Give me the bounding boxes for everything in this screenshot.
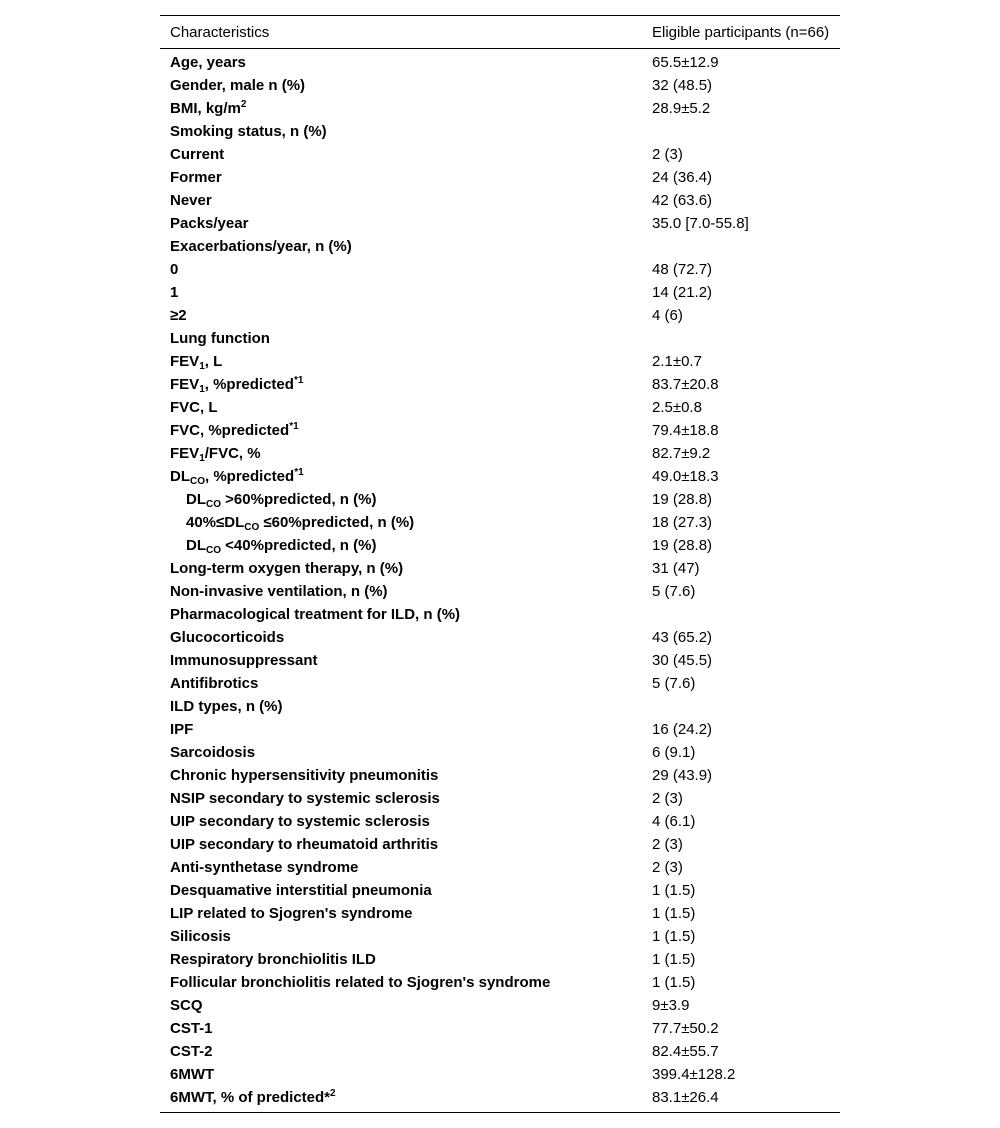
row-value: 2.1±0.7 [652, 353, 702, 370]
table-row [160, 971, 840, 994]
row-label-superscript: 2 [330, 1088, 336, 1099]
table-row [160, 373, 840, 396]
row-value [642, 120, 840, 143]
row-label [160, 672, 642, 695]
row-label-text-suffix: , %predicted [205, 468, 295, 485]
row-label-text: FEV [170, 376, 200, 393]
table-row [160, 120, 840, 143]
row-value: 5 (7.6) [652, 583, 696, 600]
row-label-text: Never [170, 192, 212, 209]
row-label-text: 1 [170, 284, 179, 301]
table-row [160, 327, 840, 350]
row-label [160, 258, 642, 281]
row-label [160, 235, 642, 258]
row-label-text-suffix: /FVC, % [204, 445, 261, 462]
row-value: 19 (28.8) [652, 537, 713, 554]
row-label-text: Anti-synthetase syndrome [170, 859, 359, 876]
row-label-text: 6MWT, % of predicted* [170, 1089, 331, 1106]
table-row [160, 948, 840, 971]
table-row [160, 511, 840, 534]
row-label [160, 373, 642, 396]
row-label [160, 787, 642, 810]
row-value: 82.7±9.2 [652, 445, 711, 462]
table-row [160, 465, 840, 488]
table-row [160, 764, 840, 787]
row-label-text: Gender, male n (%) [170, 77, 306, 94]
row-label [160, 281, 642, 304]
table-row [160, 1040, 840, 1063]
row-label-text: Non-invasive ventilation, n (%) [170, 583, 388, 600]
header-eligible-participants: Eligible participants (n=66) [642, 16, 840, 49]
row-label-text: Immunosuppressant [170, 652, 318, 669]
row-label [160, 327, 642, 350]
row-label [160, 419, 642, 442]
row-value: 4 (6) [652, 307, 683, 324]
row-label-text: Respiratory bronchiolitis ILD [170, 951, 376, 968]
table-row [160, 304, 840, 327]
row-label-text: UIP secondary to rheumatoid arthritis [170, 836, 439, 853]
row-label [160, 948, 642, 971]
row-value: 28.9±5.2 [652, 100, 711, 117]
row-label-text: IPF [170, 721, 194, 738]
table-row [160, 281, 840, 304]
row-label-subscript: CO [206, 499, 221, 510]
table-row [160, 258, 840, 281]
row-label-text: Follicular bronchiolitis related to Sjogren's syndrome [170, 974, 551, 991]
row-value: 43 (65.2) [652, 629, 713, 646]
row-value [642, 327, 840, 350]
table-row [160, 741, 840, 764]
row-label-text: Chronic hypersensitivity pneumonitis [170, 767, 439, 784]
row-value: 1 (1.5) [652, 905, 696, 922]
table-row [160, 603, 840, 626]
row-label-text: CST-2 [170, 1043, 213, 1060]
row-label [160, 580, 642, 603]
table-row [160, 1086, 840, 1113]
row-label [160, 511, 642, 534]
row-value: 42 (63.6) [652, 192, 713, 209]
table-row [160, 166, 840, 189]
row-label-text: Smoking status, n (%) [170, 123, 327, 140]
table-row [160, 189, 840, 212]
row-label-text-suffix: , L [204, 353, 223, 370]
row-label [160, 166, 642, 189]
table-row [160, 534, 840, 557]
table-row [160, 879, 840, 902]
row-label-text: SCQ [170, 997, 203, 1014]
row-value: 79.4±18.8 [652, 422, 719, 439]
table-row [160, 1063, 840, 1086]
table-row [160, 672, 840, 695]
row-label [160, 212, 642, 235]
row-value: 24 (36.4) [652, 169, 713, 186]
row-label-superscript: *1 [289, 421, 299, 432]
row-label-text: FEV [170, 353, 200, 370]
row-label [160, 189, 642, 212]
row-label [160, 120, 642, 143]
row-value: 1 (1.5) [652, 928, 696, 945]
row-label-text: 40%≤DL [186, 514, 245, 531]
table-body [160, 49, 840, 1113]
row-label-text: NSIP secondary to systemic sclerosis [170, 790, 440, 807]
row-label [160, 649, 642, 672]
row-label [160, 902, 642, 925]
table-row [160, 235, 840, 258]
row-value: 48 (72.7) [652, 261, 713, 278]
row-label [160, 396, 642, 419]
table-row [160, 925, 840, 948]
row-value: 2 (3) [652, 146, 683, 163]
row-label-text: Current [170, 146, 225, 163]
table-row [160, 787, 840, 810]
row-value [642, 603, 840, 626]
row-value: 31 (47) [652, 560, 700, 577]
row-label [160, 557, 642, 580]
table-row [160, 580, 840, 603]
header-characteristics: Characteristics [160, 16, 642, 49]
row-label-text: FVC, L [170, 399, 218, 416]
row-label [160, 304, 642, 327]
row-label-subscript: 1 [199, 453, 205, 464]
row-label [160, 971, 642, 994]
row-value: 19 (28.8) [652, 491, 713, 508]
row-label-subscript: 1 [199, 361, 205, 372]
row-label-subscript: 1 [199, 384, 205, 395]
row-label-text-suffix: , %predicted [204, 376, 294, 393]
row-label-subscript: CO [244, 522, 260, 533]
row-label-text: ILD types, n (%) [170, 698, 283, 715]
row-label-text: Desquamative interstitial pneumonia [170, 882, 432, 899]
table-row [160, 994, 840, 1017]
row-label [160, 856, 642, 879]
table-row [160, 856, 840, 879]
row-label-text: FVC, %predicted [170, 422, 290, 439]
row-label-text: Age, years [170, 54, 246, 71]
row-label [160, 626, 642, 649]
row-label [160, 764, 642, 787]
table-row [160, 718, 840, 741]
row-label [160, 603, 642, 626]
table-row [160, 833, 840, 856]
row-label-text: DL [186, 537, 206, 554]
row-label-text: Silicosis [170, 928, 231, 945]
row-value: 83.7±20.8 [652, 376, 719, 393]
row-label-text-suffix: >60%predicted, n (%) [221, 491, 377, 508]
row-label [160, 833, 642, 856]
row-label-text: UIP secondary to systemic sclerosis [170, 813, 430, 830]
row-label-subscript: CO [206, 545, 221, 556]
row-label [160, 465, 642, 488]
row-value: 32 (48.5) [652, 77, 713, 94]
row-label-text: 0 [170, 261, 179, 278]
row-value: 2 (3) [652, 859, 683, 876]
row-value: 2 (3) [652, 836, 683, 853]
row-label-text-suffix: <40%predicted, n (%) [221, 537, 377, 554]
row-label [160, 879, 642, 902]
row-value: 49.0±18.3 [652, 468, 719, 485]
row-label-text: Long-term oxygen therapy, n (%) [170, 560, 404, 577]
row-value: 1 (1.5) [652, 882, 696, 899]
row-value: 2.5±0.8 [652, 399, 702, 416]
row-label [160, 350, 642, 373]
table-row [160, 649, 840, 672]
row-value: 30 (45.5) [652, 652, 713, 669]
row-label-text: Glucocorticoids [170, 629, 285, 646]
row-value: 65.5±12.9 [652, 54, 719, 71]
row-value [642, 235, 840, 258]
row-value: 14 (21.2) [652, 284, 713, 301]
row-label [160, 1063, 642, 1086]
row-value: 2 (3) [652, 790, 683, 807]
row-label [160, 488, 642, 511]
row-label-text: Sarcoidosis [170, 744, 256, 761]
row-label [160, 442, 642, 465]
row-value: 29 (43.9) [652, 767, 713, 784]
row-label [160, 1040, 642, 1063]
row-label [160, 74, 642, 97]
row-label-text: CST-1 [170, 1020, 213, 1037]
row-value: 82.4±55.7 [652, 1043, 719, 1060]
row-label-superscript: 2 [240, 99, 247, 110]
row-value: 18 (27.3) [652, 514, 713, 531]
row-value: 16 (24.2) [652, 721, 713, 738]
row-label-text: FEV [170, 445, 200, 462]
row-label-text: DL [170, 468, 190, 485]
row-label-text: BMI, kg/m [170, 100, 241, 117]
row-label-text-suffix: ≤60%predicted, n (%) [259, 514, 415, 531]
row-value: 4 (6.1) [652, 813, 696, 830]
row-label-text: ≥2 [170, 307, 187, 324]
table-row [160, 488, 840, 511]
row-label-text: 6MWT [170, 1066, 215, 1083]
table-row [160, 557, 840, 580]
row-label-text: Lung function [170, 330, 270, 347]
table-row [160, 396, 840, 419]
row-value: 5 (7.6) [652, 675, 696, 692]
row-label-text: LIP related to Sjogren's syndrome [170, 905, 413, 922]
table-header-row [160, 16, 840, 49]
row-label-text: Packs/year [170, 215, 249, 232]
row-label-text: Former [170, 169, 222, 186]
table-row [160, 49, 840, 75]
row-value: 9±3.9 [652, 997, 690, 1014]
table-row [160, 442, 840, 465]
row-label [160, 97, 642, 120]
row-label [160, 49, 642, 75]
table-row [160, 810, 840, 833]
row-label-text: Pharmacological treatment for ILD, n (%) [170, 606, 461, 623]
row-label [160, 534, 642, 557]
row-label [160, 925, 642, 948]
row-label-superscript: *1 [294, 467, 304, 478]
row-label [160, 1017, 642, 1040]
row-value: 77.7±50.2 [652, 1020, 719, 1037]
row-value: 399.4±128.2 [652, 1066, 736, 1083]
table-row [160, 212, 840, 235]
row-label [160, 143, 642, 166]
table-row [160, 143, 840, 166]
table-row [160, 902, 840, 925]
table-row [160, 626, 840, 649]
row-label-text: Exacerbations/year, n (%) [170, 238, 352, 255]
characteristics-table-container [160, 15, 840, 1113]
row-value: 83.1±26.4 [642, 1086, 840, 1113]
row-value: 6 (9.1) [652, 744, 696, 761]
row-label [160, 718, 642, 741]
row-label [160, 994, 642, 1017]
row-label-text: Antifibrotics [170, 675, 259, 692]
row-label [160, 695, 642, 718]
table-row [160, 97, 840, 120]
row-label [160, 810, 642, 833]
table-row [160, 350, 840, 373]
row-value: 35.0 [7.0-55.8] [652, 215, 749, 232]
row-label-subscript: CO [190, 476, 205, 487]
table-row [160, 419, 840, 442]
row-label-superscript: *1 [293, 375, 304, 386]
characteristics-table [160, 15, 840, 1113]
row-value: 1 (1.5) [652, 974, 696, 991]
table-row [160, 1017, 840, 1040]
row-label [160, 741, 642, 764]
table-row [160, 695, 840, 718]
row-value [642, 695, 840, 718]
row-value: 1 (1.5) [652, 951, 696, 968]
row-label-text: DL [186, 491, 206, 508]
table-row [160, 74, 840, 97]
row-label [160, 1086, 642, 1113]
